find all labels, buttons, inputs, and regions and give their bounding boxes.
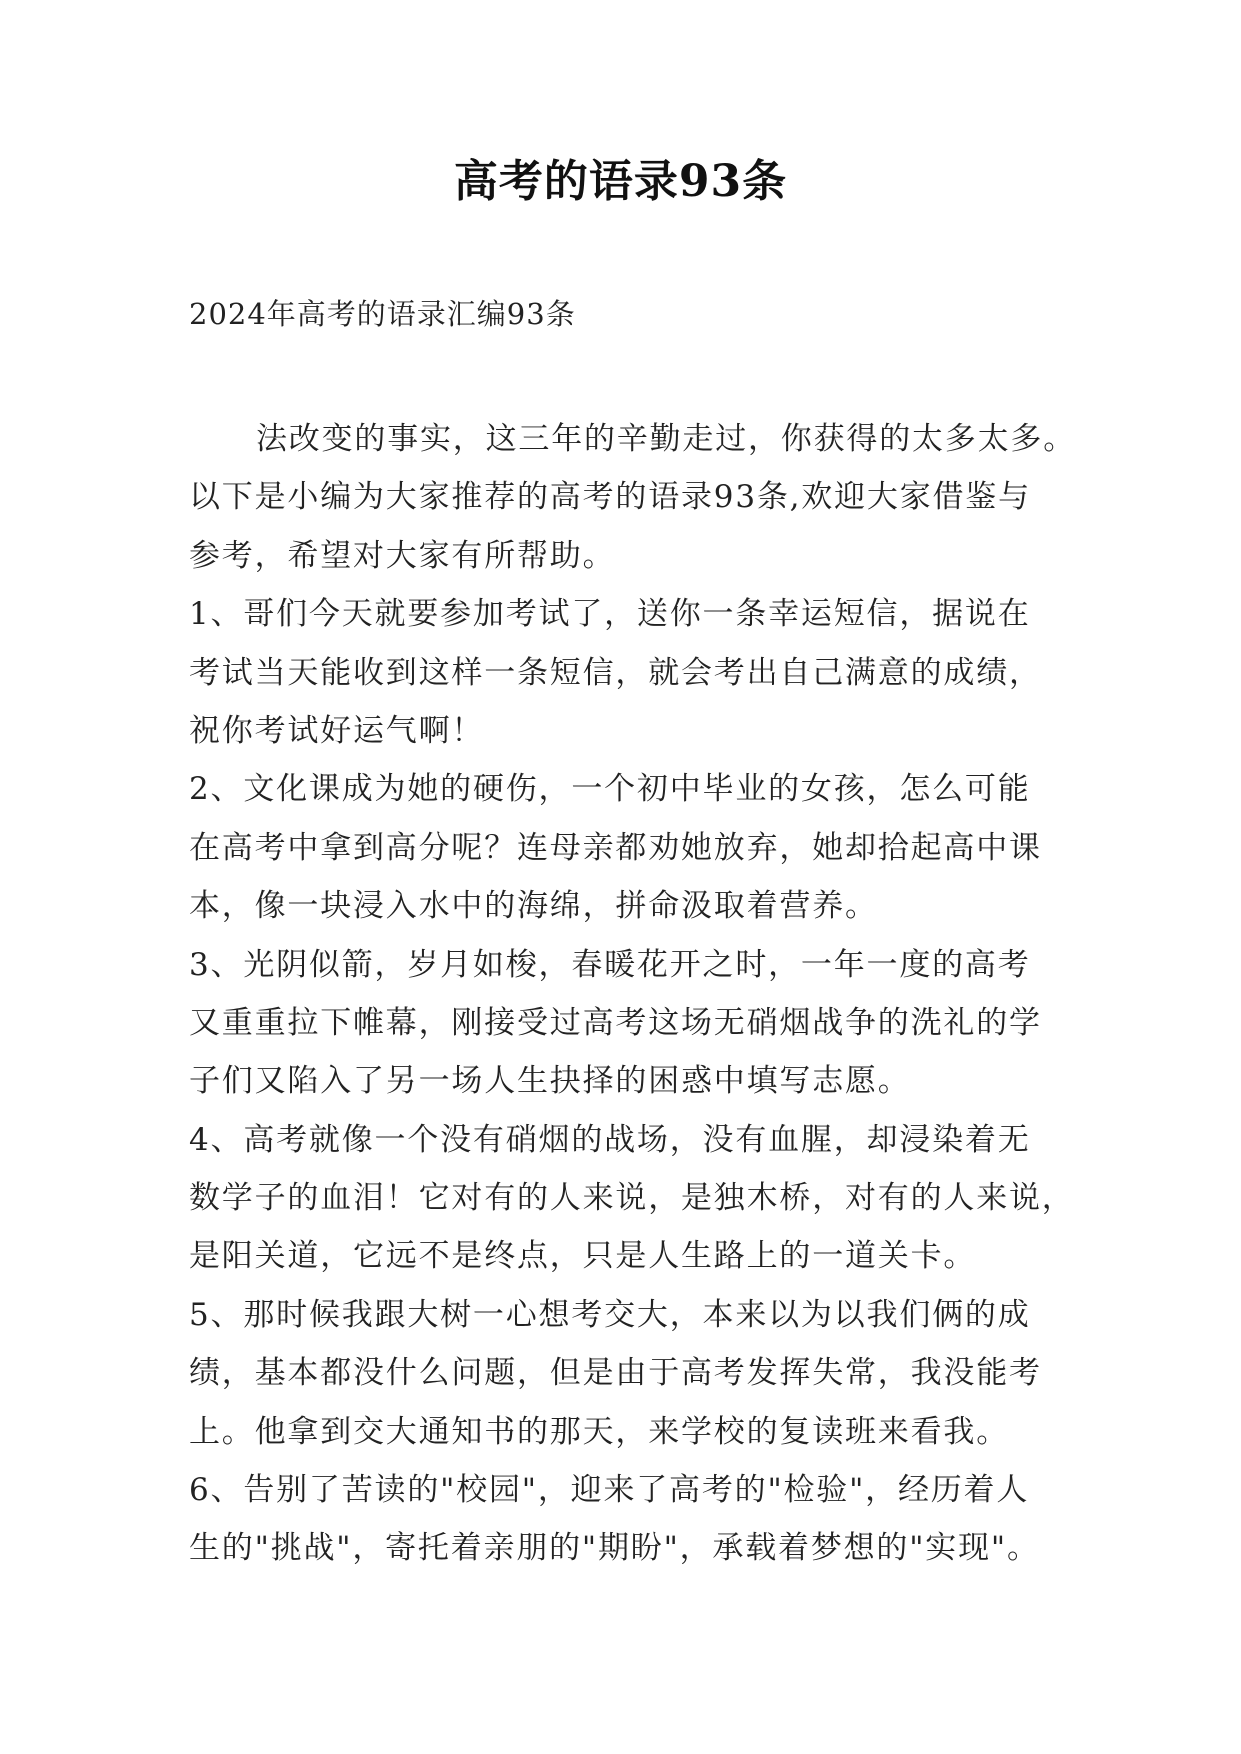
body-line: 5、那时候我跟大树一心想考交大，本来以为以我们俩的成	[189, 1296, 1031, 1333]
body-line: 上。他拿到交大通知书的那天，来学校的复读班来看我。	[189, 1413, 1009, 1450]
body-line: 生的"挑战"，寄托着亲朋的"期盼"，承载着梦想的"实现"。	[189, 1530, 1040, 1567]
body-line: 1、哥们今天就要参加考试了，送你一条幸运短信，据说在	[189, 596, 1031, 633]
body-line: 本，像一块浸入水中的海绵，拼命汲取着营养。	[189, 888, 878, 925]
body-line: 是阳关道，它远不是终点，只是人生路上的一道关卡。	[189, 1238, 977, 1275]
body-line: 参考，希望对大家有所帮助。	[189, 537, 616, 574]
document-body	[189, 410, 1076, 1578]
body-line: 4、高考就像一个没有硝烟的战场，没有血腥，却浸染着无	[189, 1121, 1031, 1158]
body-line: 子们又陷入了另一场人生抉择的困惑中填写志愿。	[189, 1063, 911, 1100]
body-line: 法改变的事实，这三年的辛勤走过，你获得的太多太多。	[256, 421, 1076, 457]
document-title: 高考的语录93条	[453, 156, 788, 207]
body-line: 6、告别了苦读的"校园"，迎来了高考的"检验"，经历着人	[189, 1472, 1030, 1509]
body-line: 3、光阴似箭，岁月如梭，春暖花开之时，一年一度的高考	[189, 946, 1031, 983]
body-line: 绩，基本都没什么问题，但是由于高考发挥失常，我没能考	[189, 1355, 1042, 1392]
body-line: 考试当天能收到这样一条短信，就会考出自己满意的成绩，	[189, 654, 1042, 691]
body-line: 又重重拉下帷幕，刚接受过高考这场无硝烟战争的洗礼的学	[189, 1004, 1042, 1041]
document-subtitle: 2024年高考的语录汇编93条	[189, 297, 576, 331]
body-line: 数学子的血泪！它对有的人来说，是独木桥，对有的人来说，	[189, 1180, 1075, 1217]
body-line: 在高考中拿到高分呢？连母亲都劝她放弃，她却拾起高中课	[189, 829, 1042, 866]
body-line: 祝你考试好运气啊！	[189, 712, 485, 749]
body-line: 以下是小编为大家推荐的高考的语录93条,欢迎大家借鉴与	[189, 479, 1031, 516]
body-line: 2、文化课成为她的硬伤，一个初中毕业的女孩，怎么可能	[189, 771, 1031, 808]
